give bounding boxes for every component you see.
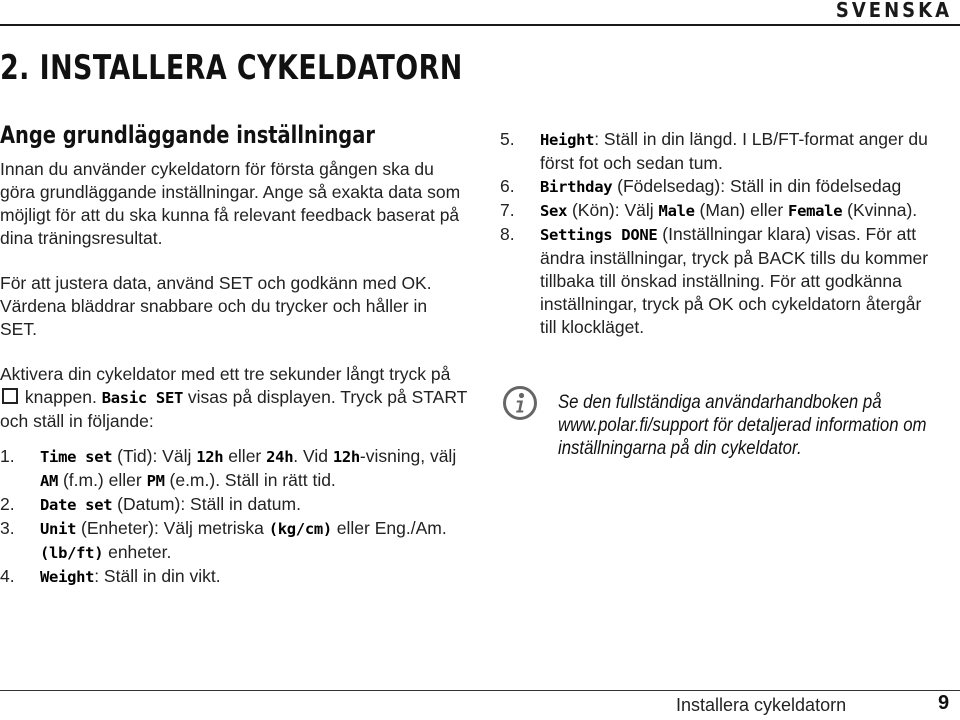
settings-list-right	[500, 128, 940, 339]
activate-paragraph	[0, 363, 468, 433]
lcd-text: 12h	[196, 448, 224, 466]
item-number: 5.	[500, 129, 515, 149]
item-text: (Man) eller	[694, 200, 789, 220]
lcd-text: Settings DONE	[540, 226, 658, 244]
language-label: SVENSKA	[835, 0, 952, 22]
list-item	[0, 445, 468, 493]
item-text: -visning, välj	[359, 446, 457, 466]
page-title: 2. INSTALLERA CYKELDATORN	[0, 48, 463, 88]
item-text: (Kön): Välj	[567, 200, 659, 220]
item-number: 8.	[500, 224, 515, 244]
lcd-basic-set: Basic SET	[101, 389, 184, 407]
list-item	[500, 128, 940, 175]
activate-text-1: Aktivera din cykeldator med ett tre sekunder långt tryck på	[0, 364, 451, 384]
note-text: Se den fullständiga användarhandboken på www.polar.fi/support för detaljerad information om inställningarna på din cykeldator.	[558, 391, 927, 459]
lcd-text: Male	[658, 202, 695, 220]
lcd-text: Sex	[540, 202, 568, 220]
info-icon	[502, 385, 538, 421]
page-number: 9	[938, 692, 950, 714]
item-text: (Enheter): Välj metriska	[76, 518, 269, 538]
item-number: 7.	[500, 200, 515, 220]
lcd-text: 12h	[332, 448, 360, 466]
item-text: (Tid): Välj	[112, 446, 197, 466]
item-text: : Ställ in din vikt.	[94, 566, 221, 586]
item-text: (Datum): Ställ in datum.	[112, 494, 301, 514]
lcd-text: Height	[540, 131, 595, 149]
list-item	[500, 223, 940, 339]
right-column	[500, 128, 940, 339]
button-square-icon	[2, 388, 18, 404]
adjust-paragraph: För att justera data, använd SET och godkänn med OK. Värdena bläddrar snabbare och du trycker och håller in SET.	[0, 273, 432, 339]
activate-text-2: knappen.	[20, 387, 102, 407]
item-number: 1.	[0, 446, 15, 466]
lcd-text: Weight	[40, 568, 95, 586]
activate-text-3: visas på displayen. Tryck på START och ställ in följande:	[0, 387, 468, 431]
lcd-text: Time set	[40, 448, 113, 466]
info-note	[502, 385, 942, 465]
lcd-text: Unit	[40, 520, 77, 538]
item-number: 4.	[0, 566, 15, 586]
intro-paragraph: Innan du använder cykeldatorn för första gången ska du göra grundläggande inställningar. Ange så exakta data som möjligt för att du ska kunna få relevant feedback baserat på dina träningsresultat.	[0, 159, 461, 248]
item-text: (Kvinna).	[842, 200, 918, 220]
list-item	[500, 175, 940, 199]
section-title: Ange grundläggande inställningar	[0, 121, 375, 149]
list-item	[500, 199, 940, 223]
list-item	[0, 565, 468, 589]
item-text: (Inställningar klara) visas. För att ändra inställningar, tryck på BACK tills du kommer tillbaka till önskad inställning. För att godkänna inställningar, tryck på OK och cykeldatorn återgår till klockläget.	[540, 224, 929, 337]
left-column	[0, 120, 468, 589]
item-text: (Födelsedag): Ställ in din födelsedag	[612, 176, 902, 196]
footer-title: Installera cykeldatorn	[676, 695, 847, 715]
item-text: : Ställ in din längd. I LB/FT-format anger du först fot och sedan tum.	[540, 129, 928, 173]
top-rule	[0, 24, 960, 26]
item-text: eller Eng./Am.	[331, 518, 447, 538]
item-text: (f.m.) eller	[58, 470, 147, 490]
item-text: eller	[223, 446, 267, 466]
lcd-text: 24h	[266, 448, 294, 466]
lcd-text: Birthday	[540, 178, 613, 196]
item-number: 2.	[0, 494, 15, 514]
lcd-text: Date set	[40, 496, 113, 514]
item-text: . Vid	[293, 446, 333, 466]
lcd-text: (lb/ft)	[40, 544, 104, 562]
lcd-text: AM	[40, 472, 59, 490]
lcd-text: (kg/cm)	[268, 520, 332, 538]
item-number: 3.	[0, 518, 15, 538]
settings-list-left	[0, 445, 468, 589]
item-text: (e.m.). Ställ in rätt tid.	[164, 470, 336, 490]
lcd-text: Female	[788, 202, 843, 220]
bottom-rule	[0, 690, 960, 691]
item-text: enheter.	[103, 542, 172, 562]
lcd-text: PM	[146, 472, 165, 490]
item-number: 6.	[500, 176, 515, 196]
list-item	[0, 517, 468, 565]
list-item	[0, 493, 468, 517]
